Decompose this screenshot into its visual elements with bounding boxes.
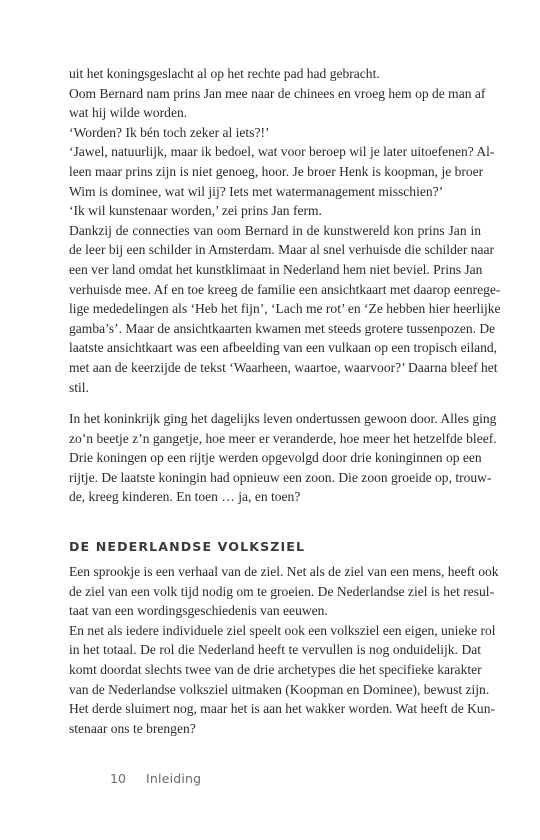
text-line: met aan de keerzijde de tekst ‘Waarheen, waartoe, waarvoor?’ Daarna bleef het [69, 359, 498, 375]
text-line: ‘Worden? Ik bén toch zeker al iets?!’ [69, 124, 270, 140]
text-line: stil. [69, 379, 89, 395]
text-line: van de Nederlandse volksziel uitmaken (Koopman en Dominee), bewust zijn. [69, 681, 490, 697]
text-line: leen maar prins zijn is niet genoeg, hoor. Je broer Henk is koopman, je broer [69, 163, 484, 179]
text-line: Een sprookje is een verhaal van de ziel. Net als de ziel van een mens, heeft ook [69, 564, 499, 579]
text-line: rijtje. De laatste koningin had opnieuw een zoon. Die zoon groeide op, trouw- [69, 469, 492, 485]
text-line: ‘Ik wil kunstenaar worden,’ zei prins Jan ferm. [69, 203, 322, 219]
text-line: zo’n beetje z’n gangetje, hoe meer er veranderde, hoe meer het hetzelfde bleef. [69, 430, 497, 446]
text-line: een ver land omdat het kunstklimaat in Nederland hem niet beviel. Prins Jan [69, 261, 483, 277]
text-line: Drie koningen op een rijtje werden opgevolgd door drie koninginnen op een [69, 450, 482, 466]
text-line: laatste ansichtkaart was een afbeelding van een vulkaan op een tropisch eiland, [69, 340, 498, 356]
text-line: verhuisde mee. Af en toe kreeg de familie een ansichtkaart met daarop eenrege- [69, 281, 501, 297]
text-line: wat hij wilde worden. [69, 105, 188, 121]
page-number: 10 [110, 771, 126, 786]
section-heading: DE NEDERLANDSE VOLKSZIEL [69, 539, 306, 554]
text-line: komt doordat slechts twee van de drie archetypes die het specifieke karakter [69, 661, 482, 677]
text-line: ‘Jawel, natuurlijk, maar ik bedoel, wat voor beroep wil je later uitoefenen? Al- [69, 144, 495, 160]
text-line: lige mededelingen als ‘Heb het fijn’, ‘Lach me rot’ en ‘Ze hebben hier heerlijke [69, 301, 501, 317]
text-line: Het derde sluimert nog, maar het is aan het wakker worden. Wat heeft de Kun- [69, 701, 495, 717]
text-line: de leer bij een schilder in Amsterdam. Maar al snel verhuisde die schilder naar [69, 242, 495, 258]
paragraph-block-story [69, 64, 501, 397]
text-line: de, kreeg kinderen. En toen … ja, en toen? [69, 489, 301, 505]
text-line: Wim is dominee, wat wil jij? Iets met watermanagement misschien?’ [69, 183, 444, 199]
text-line: gamba’s’. Maar de ansichtkaarten kwamen met steeds grotere tussenpozen. De [69, 320, 496, 336]
text-line: Dankzij de connecties van oom Bernard in de kunstwereld kon prins Jan in [69, 222, 481, 238]
text-line: in het totaal. De rol die Nederland heeft te vervullen is nog onduidelijk. Dat [69, 642, 481, 658]
paragraph-block-volksziel [69, 562, 499, 738]
text-line: Oom Bernard nam prins Jan mee naar de chinees en vroeg hem op de man af [69, 85, 486, 101]
text-line: uit het koningsgeslacht al op het rechte pad had gebracht. [69, 66, 380, 81]
text-line: En net als iedere individuele ziel speelt ook een volksziel een eigen, unieke rol [69, 622, 496, 638]
paragraph-block-kingdom [69, 409, 497, 507]
text-line: In het koninkrijk ging het dagelijks leven ondertussen gewoon door. Alles ging [69, 411, 497, 426]
text-line: taat van een wordingsgeschiedenis van eeuwen. [69, 603, 328, 619]
running-footer-title: Inleiding [146, 771, 202, 786]
text-line: de ziel van een volk tijd nodig om te groeien. De Nederlandse ziel is het resul- [69, 583, 495, 599]
text-line: stenaar ons te brengen? [69, 720, 196, 736]
